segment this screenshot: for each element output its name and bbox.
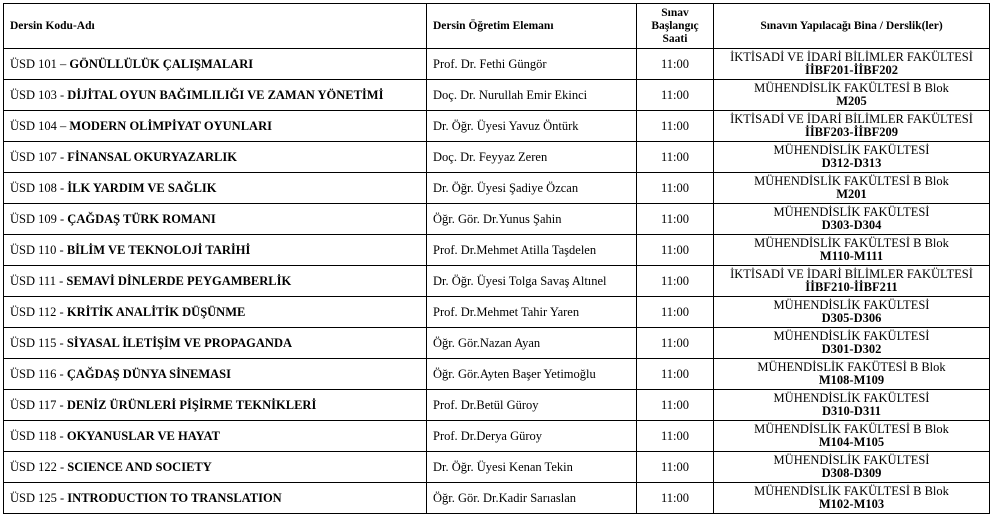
exam-time-cell: 11:00	[637, 390, 714, 421]
room-list: M205	[836, 94, 867, 108]
instructor-cell: Prof. Dr. Fethi Güngör	[427, 49, 637, 80]
exam-place-cell	[714, 266, 990, 297]
course-cell	[4, 421, 427, 452]
room-list: D308-D309	[821, 466, 882, 480]
room-list: D312-D313	[821, 156, 882, 170]
header-exam-time	[637, 4, 714, 49]
building-name: MÜHENDİSLİK FAKÜLTESİ B Blok	[754, 174, 949, 188]
exam-place-cell	[714, 111, 990, 142]
course-name: ÇAĞDAŞ DÜNYA SİNEMASI	[66, 367, 231, 381]
room-list: D310-D311	[821, 404, 882, 418]
exam-time-cell: 11:00	[637, 421, 714, 452]
exam-schedule-table	[3, 3, 990, 514]
room-list: İİBF210-İİBF211	[805, 280, 898, 294]
instructor-cell: Dr. Öğr. Üyesi Yavuz Öntürk	[427, 111, 637, 142]
course-name: GÖNÜLLÜLÜK ÇALIŞMALARI	[69, 57, 254, 71]
course-cell	[4, 142, 427, 173]
course-name: İLK YARDIM VE SAĞLIK	[67, 181, 217, 195]
course-cell	[4, 266, 427, 297]
exam-place-cell	[714, 483, 990, 514]
course-cell	[4, 359, 427, 390]
instructor-cell: Prof. Dr.Mehmet Atilla Taşdelen	[427, 235, 637, 266]
exam-place-cell	[714, 421, 990, 452]
table-row	[4, 390, 990, 421]
instructor-cell: Öğr. Gör.Ayten Başer Yetimoğlu	[427, 359, 637, 390]
course-cell	[4, 111, 427, 142]
building-name: İKTİSADİ VE İDARİ BİLİMLER FAKÜLTESİ	[730, 50, 973, 64]
exam-place-cell	[714, 452, 990, 483]
table-row	[4, 421, 990, 452]
header-row	[4, 4, 990, 49]
course-code: ÜSD 125 -	[10, 491, 68, 505]
exam-time-cell: 11:00	[637, 204, 714, 235]
course-name: OKYANUSLAR VE HAYAT	[66, 429, 220, 443]
instructor-cell: Dr. Öğr. Üyesi Tolga Savaş Altınel	[427, 266, 637, 297]
room-list: M201	[836, 187, 867, 201]
table-row	[4, 49, 990, 80]
exam-place-cell	[714, 328, 990, 359]
course-cell	[4, 173, 427, 204]
header-instructor: Dersin Öğretim Elemanı	[427, 4, 637, 49]
exam-place-cell	[714, 297, 990, 328]
header-exam-time-line3: Saati	[662, 32, 688, 45]
building-name: MÜHENDİSLİK FAKÜLTESİ	[773, 143, 930, 157]
table-row	[4, 328, 990, 359]
course-name: KRİTİK ANALİTİK DÜŞÜNME	[66, 305, 246, 319]
instructor-cell: Öğr. Gör. Dr.Kadir Sarıaslan	[427, 483, 637, 514]
course-code: ÜSD 118 -	[10, 429, 67, 443]
course-name: ÇAĞDAŞ TÜRK ROMANI	[67, 212, 216, 226]
course-code: ÜSD 103 -	[10, 88, 68, 102]
table-row	[4, 235, 990, 266]
table-row	[4, 111, 990, 142]
instructor-cell: Prof. Dr.Mehmet Tahir Yaren	[427, 297, 637, 328]
course-name: SİYASAL İLETİŞİM VE PROPAGANDA	[66, 336, 293, 350]
course-cell	[4, 235, 427, 266]
room-list: D303-D304	[821, 218, 882, 232]
course-code: ÜSD 110 -	[10, 243, 67, 257]
exam-time-cell: 11:00	[637, 452, 714, 483]
course-cell	[4, 390, 427, 421]
exam-time-cell: 11:00	[637, 266, 714, 297]
course-cell	[4, 328, 427, 359]
table-row	[4, 297, 990, 328]
instructor-cell: Öğr. Gör.Nazan Ayan	[427, 328, 637, 359]
course-code: ÜSD 115 -	[10, 336, 67, 350]
course-code: ÜSD 116 -	[10, 367, 67, 381]
course-code: ÜSD 108 -	[10, 181, 68, 195]
building-name: MÜHENDİSLİK FAKÜLTESİ	[773, 391, 930, 405]
room-list: M108-M109	[818, 373, 885, 387]
course-code: ÜSD 107 -	[10, 150, 68, 164]
course-code: ÜSD 104 –	[10, 119, 70, 133]
header-course: Dersin Kodu-Adı	[4, 4, 427, 49]
course-cell	[4, 204, 427, 235]
course-name: DENİZ ÜRÜNLERİ PİŞİRME TEKNİKLERİ	[66, 398, 317, 412]
room-list: İİBF201-İİBF202	[804, 63, 899, 77]
header-exam-place: Sınavın Yapılacağı Bina / Derslik(ler)	[714, 4, 990, 49]
exam-place-cell	[714, 235, 990, 266]
building-name: MÜHENDİSLİK FAKÜLTESİ	[773, 453, 930, 467]
course-code: ÜSD 109 -	[10, 212, 68, 226]
exam-place-cell	[714, 173, 990, 204]
exam-place-cell	[714, 49, 990, 80]
exam-time-cell: 11:00	[637, 142, 714, 173]
instructor-cell: Öğr. Gör. Dr.Yunus Şahin	[427, 204, 637, 235]
instructor-cell: Prof. Dr.Derya Güroy	[427, 421, 637, 452]
table-row	[4, 266, 990, 297]
table-body	[4, 49, 990, 514]
instructor-cell: Doç. Dr. Feyyaz Zeren	[427, 142, 637, 173]
course-code: ÜSD 101 –	[10, 57, 70, 71]
instructor-cell: Dr. Öğr. Üyesi Kenan Tekin	[427, 452, 637, 483]
building-name: MÜHENDİSLİK FAKÜLTESİ B Blok	[754, 484, 949, 498]
exam-place-cell	[714, 80, 990, 111]
course-code: ÜSD 112 -	[10, 305, 67, 319]
exam-place-cell	[714, 204, 990, 235]
course-name: SCIENCE AND SOCIETY	[67, 460, 212, 474]
exam-time-cell: 11:00	[637, 49, 714, 80]
building-name: MÜHENDİSLİK FAKÜLTESİ	[773, 298, 930, 312]
building-name: MÜHENDİSLİK FAKÜLTESİ B Blok	[754, 236, 949, 250]
course-name: DİJİTAL OYUN BAĞIMLILIĞI VE ZAMAN YÖNETİMİ	[67, 88, 384, 102]
table-row	[4, 359, 990, 390]
room-list: D301-D302	[821, 342, 882, 356]
room-list: M110-M111	[819, 249, 884, 263]
exam-time-cell: 11:00	[637, 111, 714, 142]
course-name: BİLİM VE TEKNOLOJİ TARİHİ	[66, 243, 251, 257]
instructor-cell: Prof. Dr.Betül Güroy	[427, 390, 637, 421]
building-name: İKTİSADİ VE İDARİ BİLİMLER FAKÜLTESİ	[730, 267, 973, 281]
building-name: İKTİSADİ VE İDARİ BİLİMLER FAKÜLTESİ	[730, 112, 973, 126]
course-code: ÜSD 117 -	[10, 398, 67, 412]
exam-time-cell: 11:00	[637, 297, 714, 328]
course-cell	[4, 483, 427, 514]
course-name: INTRODUCTION TO TRANSLATION	[67, 491, 282, 505]
building-name: MÜHENDİSLİK FAKÜLTESİ	[773, 205, 930, 219]
room-list: M104-M105	[818, 435, 885, 449]
exam-time-cell: 11:00	[637, 483, 714, 514]
room-list: D305-D306	[821, 311, 882, 325]
course-code: ÜSD 122 -	[10, 460, 68, 474]
exam-time-cell: 11:00	[637, 235, 714, 266]
header-exam-time-line2: Başlangıç	[651, 19, 699, 32]
building-name: MÜHENDİSLİK FAKÜTESİ B Blok	[757, 360, 946, 374]
room-list: İİBF203-İİBF209	[804, 125, 899, 139]
room-list: M102-M103	[818, 497, 885, 511]
table-row	[4, 142, 990, 173]
course-name: FİNANSAL OKURYAZARLIK	[67, 150, 237, 164]
exam-time-cell: 11:00	[637, 173, 714, 204]
instructor-cell: Dr. Öğr. Üyesi Şadiye Özcan	[427, 173, 637, 204]
table-row	[4, 204, 990, 235]
building-name: MÜHENDİSLİK FAKÜLTESİ B Blok	[754, 422, 949, 436]
exam-place-cell	[714, 390, 990, 421]
course-cell	[4, 452, 427, 483]
table-row	[4, 483, 990, 514]
exam-place-cell	[714, 142, 990, 173]
instructor-cell: Doç. Dr. Nurullah Emir Ekinci	[427, 80, 637, 111]
exam-place-cell	[714, 359, 990, 390]
course-cell	[4, 297, 427, 328]
table-row	[4, 173, 990, 204]
header-exam-time-line1: Sınav	[661, 6, 689, 19]
exam-time-cell: 11:00	[637, 328, 714, 359]
table-row	[4, 452, 990, 483]
course-name: SEMAVİ DİNLERDE PEYGAMBERLİK	[66, 274, 292, 288]
building-name: MÜHENDİSLİK FAKÜLTESİ B Blok	[754, 81, 949, 95]
exam-time-cell: 11:00	[637, 80, 714, 111]
building-name: MÜHENDİSLİK FAKÜLTESİ	[773, 329, 930, 343]
exam-time-cell: 11:00	[637, 359, 714, 390]
table-row	[4, 80, 990, 111]
course-name: MODERN OLİMPİYAT OYUNLARI	[69, 119, 272, 133]
course-cell	[4, 49, 427, 80]
course-cell	[4, 80, 427, 111]
course-code: ÜSD 111 -	[10, 274, 67, 288]
